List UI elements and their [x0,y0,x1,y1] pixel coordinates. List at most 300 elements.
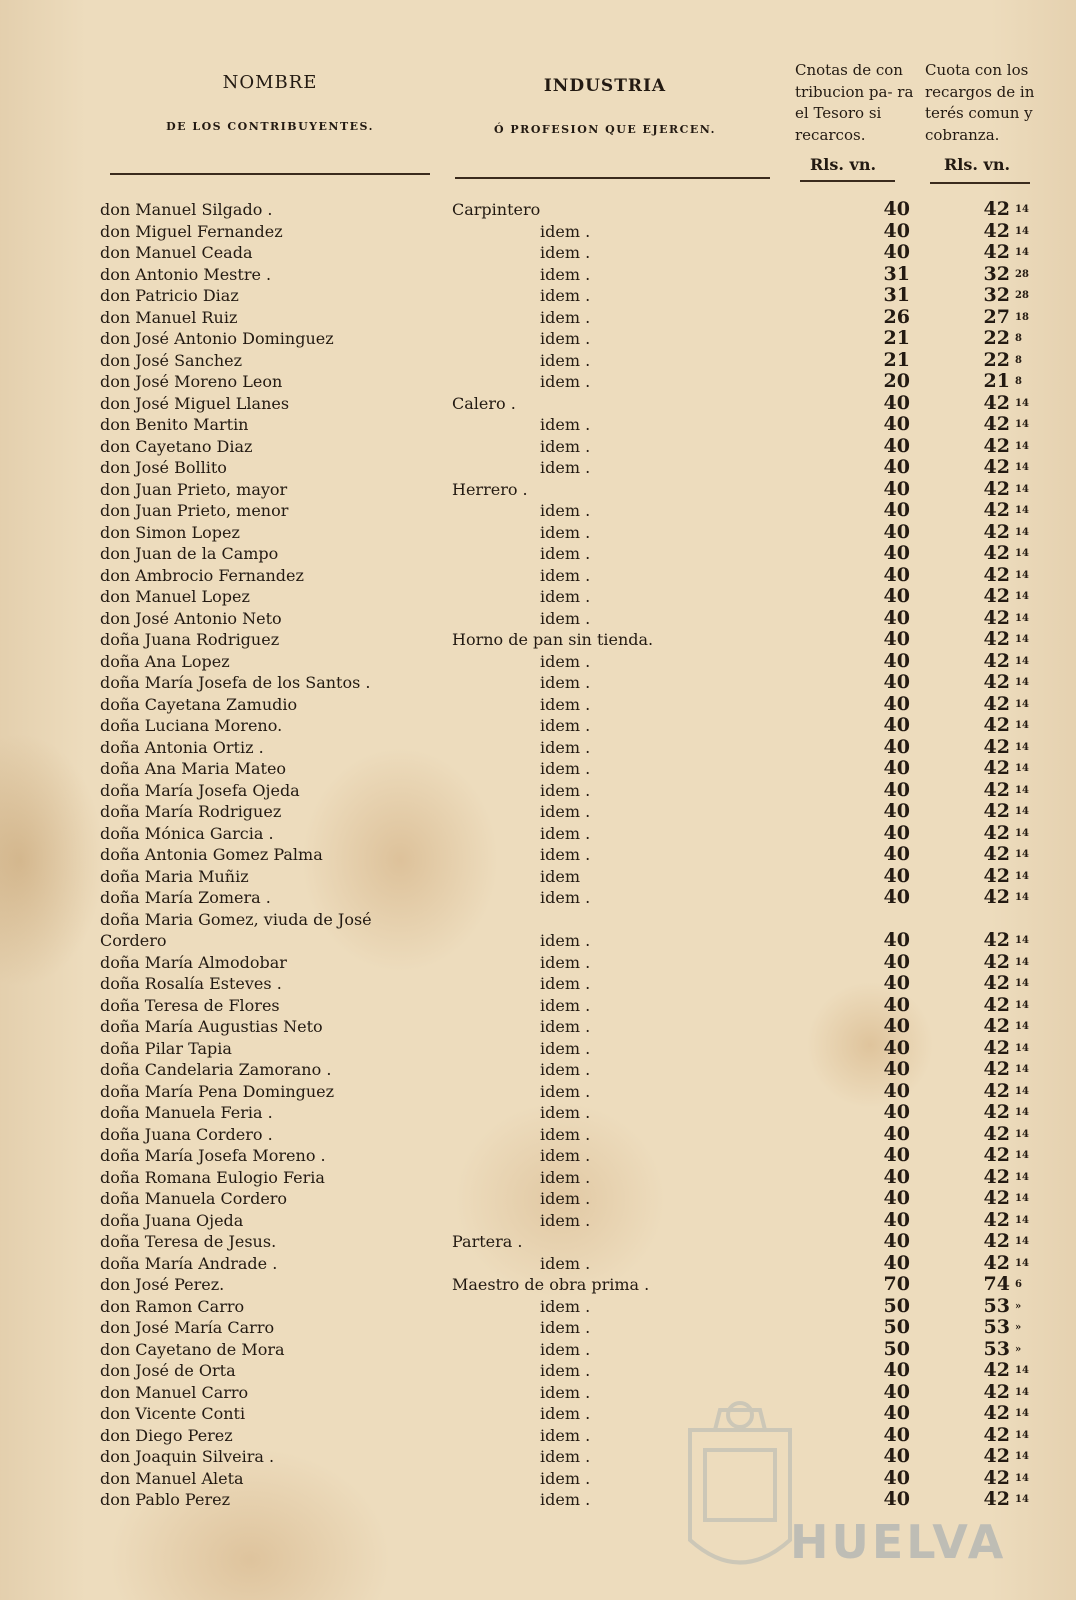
table-row [0,479,1076,501]
contributor-name: doña María Almodobar [100,952,287,972]
industry-label: idem . [540,1167,591,1187]
industry-label: idem . [540,974,591,993]
cuota-tesoro-value: 40 [883,456,910,478]
cuota-recargos-fraction: 14 [1015,225,1029,237]
table-row [0,1274,1076,1296]
contributor-name: don Joaquin Silveira . [100,1447,275,1466]
cuota-tesoro-value: 40 [883,800,910,822]
cuota-recargos-fraction: 14 [1015,763,1029,774]
cuota-recargos-fraction: 14 [1015,720,1029,731]
cuota-recargos-value: 42 [983,993,1010,1016]
cuota-recargos-fraction: 14 [1015,655,1029,667]
table-row [0,1145,1076,1167]
cuota-recargos-fraction: » [1015,1300,1022,1312]
table-row [0,457,1076,479]
cuota-recargos-fraction: 14 [1015,1107,1029,1118]
contributor-name: doña Romana Eulogio Feria [100,1167,325,1187]
industry-label: idem . [540,608,591,628]
cuota-recargos-value: 42 [983,1466,1010,1489]
cuota-recargos-fraction: 14 [1015,999,1029,1011]
contributor-name: don Juan Prieto, menor [100,501,289,520]
cuota-recargos-fraction: 14 [1015,1193,1029,1204]
cuota-tesoro-value: 40 [883,950,910,973]
cuota-tesoro-value: 40 [883,413,910,435]
industry-label: idem . [540,1210,591,1230]
cuota-recargos-value: 42 [983,1101,1010,1123]
industry-label: idem . [540,1318,591,1337]
cuota-recargos-value: 53 [983,1294,1010,1317]
industry-label: idem . [540,565,591,585]
table-row [0,952,1076,974]
cuota-recargos-value: 42 [983,477,1010,500]
cuota-recargos-fraction: 14 [1015,849,1029,860]
contributor-name: don Manuel Carro [100,1382,249,1402]
cuota-tesoro-value: 40 [883,563,910,586]
header-cuota-recargos: Cuota con los recargos de in terés comun y cobranza. [925,61,1035,144]
industry-label: idem . [540,1253,591,1273]
cuota-recargos-fraction: 14 [1015,204,1029,215]
cuota-recargos-value: 42 [983,950,1010,973]
industry-label: Maestro de obra prima . [452,1275,650,1294]
table-row [0,1016,1076,1038]
cuota-recargos-fraction: 14 [1015,1386,1029,1398]
cuota-tesoro-value: 40 [883,757,910,779]
cuota-recargos-fraction: 14 [1015,505,1029,516]
contributor-name: doña Maria Muñiz [100,866,249,886]
cuota-recargos-fraction: 14 [1015,1408,1029,1419]
industry-label: idem . [540,415,591,434]
contributor-name: doña Candelaria Zamorano . [100,1060,332,1079]
cuota-recargos-value: 53 [983,1337,1010,1360]
cuota-recargos-fraction: 14 [1015,569,1029,581]
table-row [0,1167,1076,1189]
table-row [0,973,1076,995]
cuota-tesoro-value: 20 [883,370,910,392]
cuota-recargos-fraction: 14 [1015,978,1029,989]
cuota-recargos-value: 42 [983,413,1010,435]
industry-label: idem [540,866,580,886]
cuota-recargos-value: 27 [983,305,1010,328]
cuota-recargos-fraction: 14 [1015,483,1029,495]
industry-label: idem . [540,931,591,950]
industry-label: idem . [540,802,591,821]
contributor-name: doña Manuela Cordero [100,1189,288,1208]
cuota-recargos-fraction: 14 [1015,1150,1029,1161]
table-row [0,350,1076,372]
cuota-recargos-value: 42 [983,1015,1010,1037]
table-row [0,264,1076,286]
contributor-name: doña Ana Maria Mateo [100,759,287,778]
industry-label: idem . [540,1468,591,1488]
cuota-tesoro-value: 50 [883,1294,910,1317]
industry-label: idem . [540,1404,591,1423]
cuota-recargos-fraction: 14 [1015,1171,1029,1183]
cuota-recargos-value: 74 [983,1273,1010,1295]
cuota-recargos-fraction: 14 [1015,612,1029,624]
contributor-name: doña Ana Lopez [100,651,230,671]
table-row [0,1231,1076,1253]
table-row [0,780,1076,802]
cuota-recargos-value: 42 [983,499,1010,521]
cuota-tesoro-value: 40 [883,434,910,457]
cuota-tesoro-value: 40 [883,1423,910,1446]
cuota-recargos-fraction: 14 [1015,677,1029,688]
cuota-recargos-value: 21 [983,370,1010,392]
cuota-tesoro-value: 40 [883,1488,910,1510]
contributor-name: doña Juana Rodriguez [100,630,280,649]
industry-label: idem . [540,1339,591,1359]
cuota-tesoro-value: 40 [883,1187,910,1209]
table-row [0,629,1076,651]
cuota-tesoro-value: 40 [883,993,910,1016]
contributor-name: don Patricio Diaz [100,286,239,305]
cuota-recargos-value: 53 [983,1316,1010,1338]
table-row [0,307,1076,329]
contributor-name: don José Antonio Neto [100,608,282,628]
cuota-recargos-fraction: 28 [1015,290,1029,301]
unit-label-tesoro: Rls. vn. [810,155,877,174]
contributor-name: don Manuel Lopez [100,587,250,606]
cuota-recargos-fraction: 14 [1015,1042,1029,1054]
header-rule [800,180,895,182]
industry-label: idem . [540,1425,591,1445]
contributor-name: don Simon Lopez [100,522,240,542]
contributor-name: doña Antonia Ortiz . [100,737,264,757]
cuota-recargos-fraction: 14 [1015,1257,1029,1269]
contributor-name: don Antonio Mestre . [100,264,272,284]
cuota-tesoro-value: 40 [883,391,910,414]
contributor-list [0,199,1076,1511]
contributor-name: don José Miguel Llanes [100,393,290,413]
cuota-recargos-fraction: » [1015,1343,1022,1355]
table-row [0,1317,1076,1339]
header-rule [930,182,1030,184]
cuota-tesoro-value: 40 [883,671,910,693]
cuota-recargos-value: 42 [983,1380,1010,1403]
cuota-tesoro-value: 70 [883,1273,910,1295]
cuota-recargos-fraction: 14 [1015,1236,1029,1247]
table-row [0,1124,1076,1146]
contributor-name: doña Manuela Feria . [100,1103,273,1122]
industry-label: idem . [540,372,591,391]
cuota-tesoro-value: 21 [883,327,910,349]
cuota-recargos-fraction: 14 [1015,935,1029,946]
cuota-tesoro-value: 40 [883,886,910,908]
industry-label: idem . [540,1490,591,1509]
cuota-tesoro-value: 26 [883,305,910,328]
industry-label: idem . [540,694,591,714]
cuota-tesoro-value: 40 [883,1466,910,1489]
cuota-tesoro-value: 40 [883,1079,910,1102]
cuota-recargos-value: 42 [983,1058,1010,1080]
cuota-tesoro-value: 40 [883,219,910,242]
contributor-name: doña Luciana Moreno. [100,716,283,735]
industry-label: idem . [540,522,591,542]
contributor-name: doña María Zomera . [100,888,271,907]
cuota-tesoro-value: 40 [883,241,910,263]
cuota-recargos-value: 22 [983,327,1010,349]
cuota-recargos-value: 22 [983,348,1010,371]
cuota-recargos-fraction: 18 [1015,311,1029,323]
cuota-recargos-fraction: 14 [1015,1429,1029,1441]
cuota-tesoro-value: 40 [883,972,910,994]
cuota-recargos-value: 42 [983,1445,1010,1467]
cuota-recargos-fraction: 14 [1015,1472,1029,1484]
cuota-tesoro-value: 31 [883,284,910,306]
cuota-recargos-fraction: 8 [1015,333,1022,344]
cuota-recargos-value: 42 [983,198,1010,220]
industry-label: idem . [540,329,591,348]
cuota-recargos-value: 42 [983,1144,1010,1166]
industry-label: idem . [540,759,591,778]
cuota-recargos-fraction: 14 [1015,892,1029,903]
contributor-name: don Ambrocio Fernandez [100,565,304,585]
cuota-recargos-fraction: 14 [1015,1128,1029,1140]
table-row [0,844,1076,866]
table-row [0,1038,1076,1060]
cuota-recargos-value: 42 [983,972,1010,994]
cuota-recargos-value: 42 [983,391,1010,414]
header-rule [455,177,770,179]
cuota-tesoro-value: 40 [883,499,910,521]
cuota-recargos-value: 42 [983,649,1010,672]
cuota-tesoro-value: 21 [883,348,910,371]
industry-label: Calero . [452,393,516,413]
industry-label: idem . [540,1038,591,1058]
industry-label: idem . [540,995,591,1015]
cuota-recargos-value: 42 [983,1423,1010,1446]
table-row [0,285,1076,307]
cuota-recargos-fraction: 14 [1015,1064,1029,1075]
industry-label: idem . [540,1124,591,1144]
cuota-tesoro-value: 40 [883,1036,910,1059]
industry-label: idem . [540,737,591,757]
table-row [0,1339,1076,1361]
cuota-recargos-value: 42 [983,692,1010,715]
cuota-recargos-fraction: 8 [1015,354,1022,366]
contributor-name: doña Antonia Gomez Palma [100,845,323,864]
cuota-recargos-fraction: 14 [1015,634,1029,645]
cuota-recargos-value: 42 [983,735,1010,758]
industry-label: idem . [540,243,591,262]
industry-label: idem . [540,1361,591,1380]
cuota-recargos-fraction: 14 [1015,784,1029,796]
cuota-recargos-value: 42 [983,1079,1010,1102]
table-row [0,221,1076,243]
contributor-name: doña María Augustias Neto [100,1017,323,1036]
table-row [0,1059,1076,1081]
header-nombre-sub: DE LOS CONTRIBUYENTES. [166,120,374,133]
contributor-name: doña María Pena Dominguez [100,1081,335,1101]
unit-label-recargos: Rls. vn. [944,155,1011,174]
cuota-recargos-value: 42 [983,563,1010,586]
contributor-name: don José de Orta [100,1361,236,1380]
cuota-recargos-value: 42 [983,585,1010,607]
industry-label: idem . [540,823,591,843]
cuota-recargos-value: 42 [983,606,1010,629]
table-row [0,715,1076,737]
table-row [0,1210,1076,1232]
table-row [0,909,1076,952]
contributor-name: don Benito Martin [100,415,249,434]
table-row [0,328,1076,350]
cuota-recargos-value: 42 [983,1122,1010,1145]
cuota-recargos-fraction: 14 [1015,806,1029,817]
table-row [0,672,1076,694]
cuota-tesoro-value: 40 [883,1445,910,1467]
industry-label: Partera . [452,1232,523,1251]
cuota-recargos-value: 42 [983,714,1010,736]
industry-label: idem . [540,458,591,477]
contributor-name: don Juan de la Campo [100,544,279,563]
contributor-name: doña Mónica Garcia . [100,823,274,843]
cuota-recargos-fraction: 14 [1015,1365,1029,1376]
cuota-recargos-fraction: 14 [1015,591,1029,602]
contributor-name: doña María Josefa de los Santos . [100,673,371,692]
cuota-recargos-value: 42 [983,542,1010,564]
cuota-recargos-value: 42 [983,1187,1010,1209]
cuota-tesoro-value: 40 [883,649,910,672]
watermark-text: HUELVA [790,1515,1007,1569]
industry-label: idem . [540,436,591,456]
cuota-tesoro-value: 40 [883,1015,910,1037]
industry-label: idem . [540,1296,591,1316]
industry-label: idem . [540,587,591,606]
cuota-recargos-value: 42 [983,456,1010,478]
cuota-tesoro-value: 40 [883,1402,910,1424]
contributor-name: doña Teresa de Jesus. [100,1232,277,1251]
cuota-recargos-value: 42 [983,800,1010,822]
industry-label: idem . [540,544,591,563]
contributor-name: don Manuel Ruiz [100,307,238,327]
industry-label: idem . [540,1081,591,1101]
contributor-name: don Cayetano de Mora [100,1339,285,1359]
cuota-recargos-value: 42 [983,864,1010,887]
industry-label: idem . [540,1146,591,1165]
industry-label: idem . [540,286,591,305]
contributor-name: doña Juana Cordero . [100,1124,273,1144]
contributor-name: doña Teresa de Flores [100,995,280,1015]
cuota-recargos-fraction: 14 [1015,698,1029,710]
industry-label: Herrero . [452,479,528,499]
contributor-name: don José Antonio Dominguez [100,329,334,348]
contributor-name: don Vicente Conti [100,1404,246,1423]
table-row [0,758,1076,780]
cuota-recargos-value: 42 [983,1359,1010,1381]
cuota-recargos-fraction: 14 [1015,1214,1029,1226]
cuota-recargos-value: 42 [983,241,1010,263]
header-nombre: NOMBRE [222,72,318,93]
cuota-tesoro-value: 40 [883,1251,910,1274]
contributor-name: don Pablo Perez [100,1490,230,1509]
industry-label: idem . [540,845,591,864]
cuota-recargos-value: 42 [983,778,1010,801]
cuota-tesoro-value: 40 [883,714,910,736]
contributor-name: don Manuel Ceada [100,243,253,262]
contributor-name: don Cayetano Diaz [100,436,253,456]
cuota-recargos-fraction: 14 [1015,1494,1029,1505]
cuota-recargos-value: 42 [983,821,1010,844]
cuota-recargos-fraction: » [1015,1322,1022,1333]
table-row [0,586,1076,608]
contributor-name: don José Sanchez [100,350,243,370]
industry-label: idem . [540,651,591,671]
table-row [0,887,1076,909]
cuota-recargos-fraction: 14 [1015,870,1029,882]
cuota-recargos-fraction: 28 [1015,268,1029,280]
table-row [0,500,1076,522]
table-row [0,1102,1076,1124]
contributor-name: doña María Rodriguez [100,802,282,821]
cuota-recargos-value: 42 [983,929,1010,951]
cuota-tesoro-value: 50 [883,1316,910,1338]
cuota-tesoro-value: 40 [883,477,910,500]
table-row [0,543,1076,565]
contributor-name: doña María Andrade . [100,1253,278,1273]
industry-label: idem . [540,307,591,327]
contributor-name: doña Maria Gomez, viuda de José Cordero [100,909,372,950]
cuota-recargos-value: 42 [983,1402,1010,1424]
industry-label: idem . [540,501,591,520]
cuota-tesoro-value: 40 [883,1122,910,1145]
cuota-recargos-fraction: 14 [1015,397,1029,409]
cuota-recargos-fraction: 8 [1015,376,1022,387]
contributor-name: don Miguel Fernandez [100,221,283,241]
table-row [0,866,1076,888]
cuota-recargos-fraction: 14 [1015,462,1029,473]
industry-label: idem . [540,1060,591,1079]
cuota-tesoro-value: 40 [883,821,910,844]
table-row [0,371,1076,393]
contributor-name: don Manuel Aleta [100,1468,244,1488]
industry-label: idem . [540,1189,591,1208]
cuota-recargos-fraction: 14 [1015,1451,1029,1462]
cuota-tesoro-value: 40 [883,1101,910,1123]
table-row [0,737,1076,759]
table-row [0,242,1076,264]
contributor-name: don Juan Prieto, mayor [100,479,288,499]
cuota-recargos-value: 42 [983,219,1010,242]
contributor-name: don José Perez. [100,1275,225,1294]
cuota-recargos-fraction: 14 [1015,247,1029,258]
contributor-name: don José María Carro [100,1318,275,1337]
contributor-name: doña Cayetana Zamudio [100,694,298,714]
cuota-recargos-value: 32 [983,262,1010,285]
contributor-name: doña Pilar Tapia [100,1038,232,1058]
contributor-name: doña María Josefa Moreno . [100,1146,326,1165]
table-row [0,565,1076,587]
cuota-tesoro-value: 40 [883,606,910,629]
table-row [0,823,1076,845]
table-row [0,436,1076,458]
cuota-tesoro-value: 40 [883,1058,910,1080]
cuota-recargos-value: 42 [983,671,1010,693]
cuota-recargos-value: 42 [983,886,1010,908]
cuota-recargos-fraction: 14 [1015,1085,1029,1097]
industry-label: idem . [540,673,591,692]
header-rule [110,173,430,175]
table-row [0,199,1076,221]
cuota-tesoro-value: 40 [883,1208,910,1231]
contributor-name: doña Rosalía Esteves . [100,974,282,993]
header-industria-sub: Ó PROFESION QUE EJERCEN. [494,123,716,136]
cuota-tesoro-value: 40 [883,864,910,887]
cuota-tesoro-value: 40 [883,628,910,650]
industry-label: idem . [540,952,591,972]
cuota-recargos-fraction: 14 [1015,526,1029,538]
table-row [0,608,1076,630]
cuota-recargos-value: 42 [983,1165,1010,1188]
